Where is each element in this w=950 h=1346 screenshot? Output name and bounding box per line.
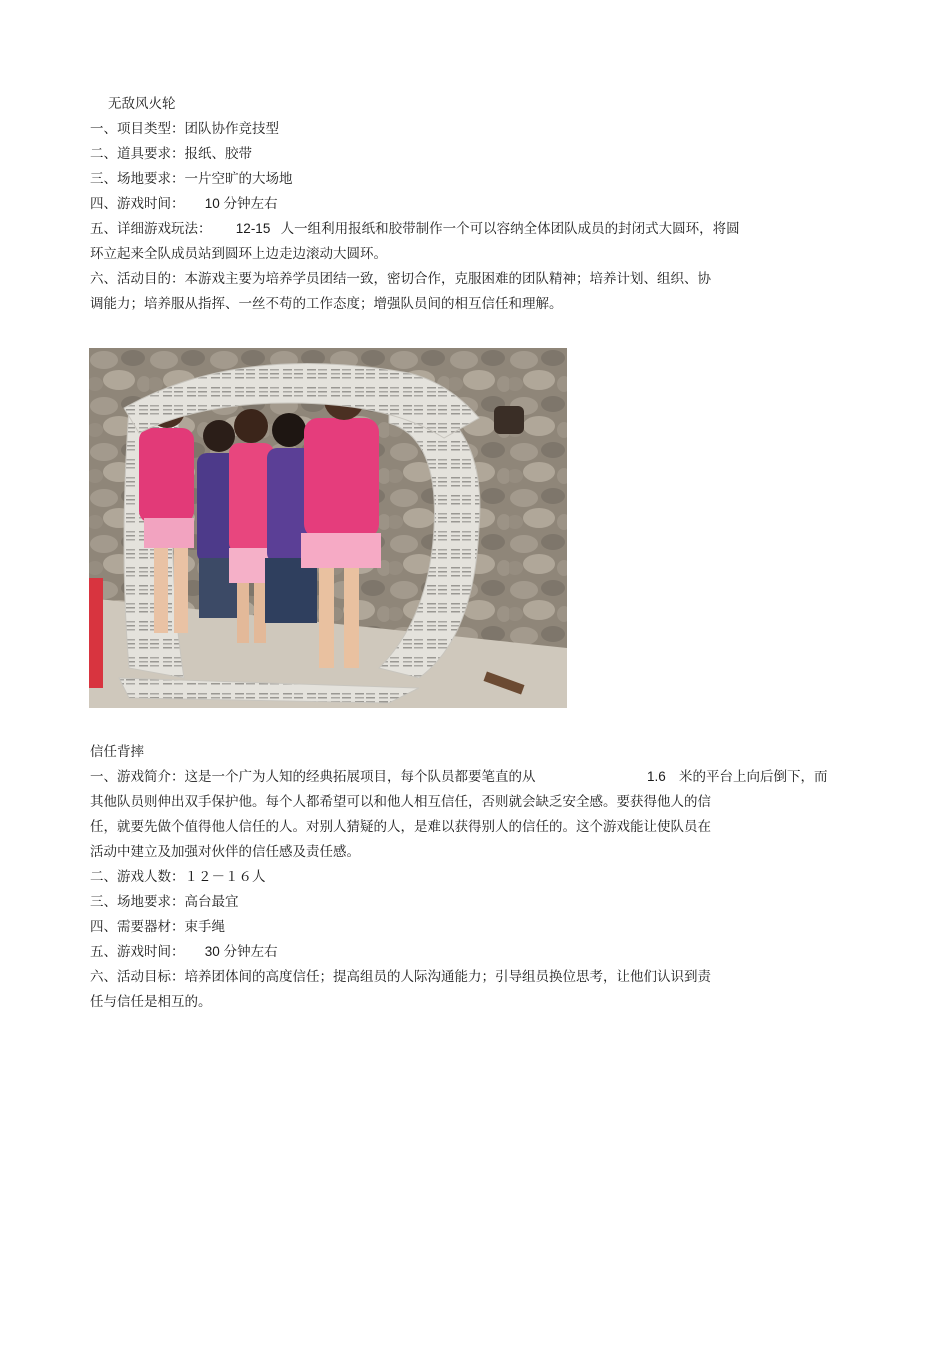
list-item: 三、场地要求：一片空旷的大场地	[90, 171, 293, 187]
paragraph-line: 六、活动目的：本游戏主要为培养学员团结一致，密切合作，克服困难的团队精神；培养计划、组织、协	[90, 271, 711, 287]
rules-text: 人一组利用报纸和胶带制作一个可以容纳全体团队成员的封闭式大圆环，将圆	[280, 221, 740, 237]
rules-number: 12-15	[235, 221, 271, 236]
paragraph-line: 任与信任是相互的。	[90, 994, 212, 1010]
paragraph-line: 六、活动目标：培养团体间的高度信任；提高组员的人际沟通能力；引导组员换位思考，让他们认识到责	[90, 969, 711, 985]
paragraph-line: 任，就要先做个值得他人信任的人。对别人猜疑的人，是难以获得别人的信任的。这个游戏能让使队员在	[90, 819, 711, 835]
paragraph-line	[90, 768, 850, 786]
paragraph-line: 活动中建立及加强对伙伴的信任感及责任感。	[90, 844, 360, 860]
list-item: 一、项目类型：团队协作竞技型	[90, 121, 279, 137]
paragraph-line: 其他队员则伸出双手保护他。每个人都希望可以和他人相互信任，否则就会缺乏安全感。要获得他人的信	[90, 794, 711, 810]
time-value: 10 分钟左右	[204, 196, 278, 211]
section-title: 信任背摔	[90, 744, 144, 760]
list-item: 三、场地要求：高台最宜	[90, 894, 239, 910]
intro-text-b: 米的平台上向后倒下，而	[679, 769, 828, 785]
time-value: 30 分钟左右	[204, 944, 278, 959]
activity-photo	[89, 348, 567, 708]
list-item: 二、道具要求：报纸、胶带	[90, 146, 252, 162]
time-label: 四、游戏时间：	[90, 196, 185, 212]
list-item	[90, 195, 278, 213]
section-title: 无敌风火轮	[108, 96, 176, 112]
time-label: 五、游戏时间：	[90, 944, 185, 960]
rules-label: 五、详细游戏玩法：	[90, 221, 212, 237]
list-item	[90, 943, 278, 961]
paragraph-line: 调能力；培养服从指挥、一丝不苟的工作态度；增强队员间的相互信任和理解。	[90, 296, 563, 312]
list-item	[90, 220, 740, 238]
list-item: 四、需要器材：束手绳	[90, 919, 225, 935]
intro-text-a: 一、游戏简介：这是一个广为人知的经典拓展项目，每个队员都要笔直的从	[90, 769, 536, 785]
paragraph-line: 环立起来全队成员站到圆环上边走边滚动大圆环。	[90, 246, 387, 262]
list-item: 二、游戏人数：１２－１６人	[90, 869, 266, 885]
intro-number: 1.6	[647, 769, 666, 784]
